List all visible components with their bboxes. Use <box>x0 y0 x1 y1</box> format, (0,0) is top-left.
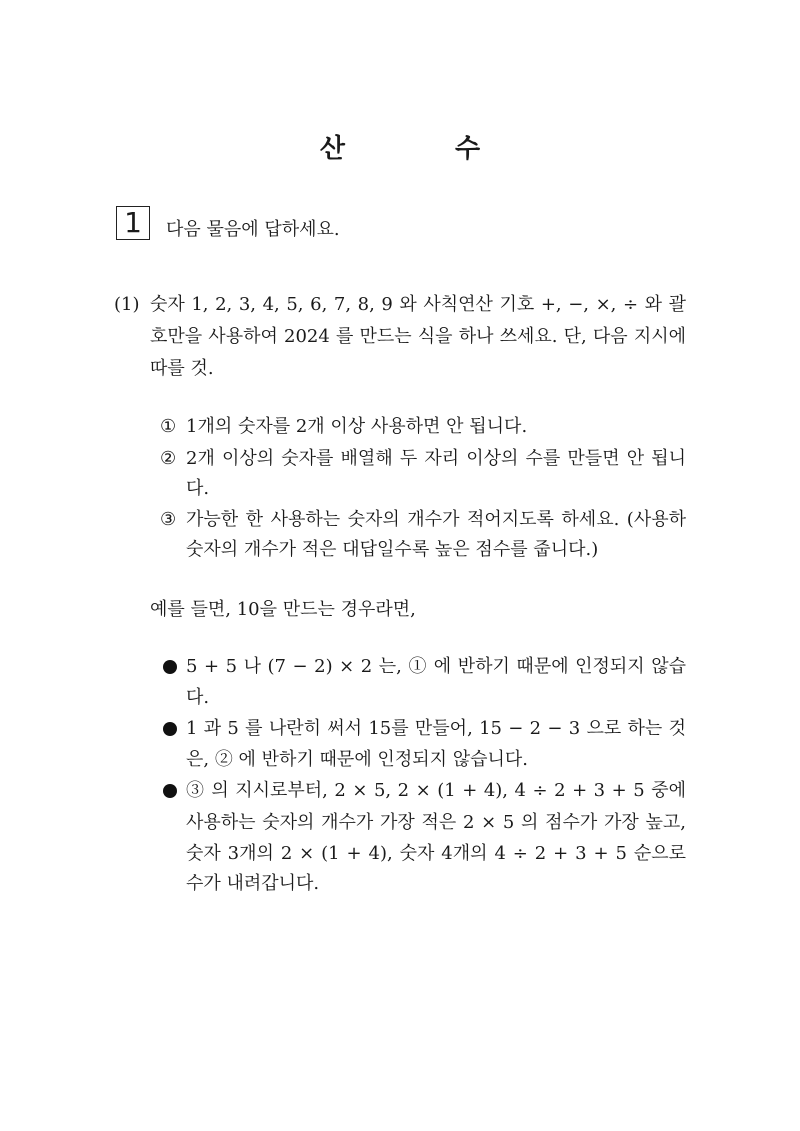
example-text: 사용하는 숫자의 개수가 가장 적은 2 × 5 의 점수가 가장 높고, <box>186 812 686 833</box>
question-label: (1) <box>114 294 140 315</box>
rule-mark: ② <box>160 448 177 469</box>
section-number-box: 1 <box>116 206 150 240</box>
page-title <box>0 128 800 165</box>
rule-mark: ① <box>160 416 177 437</box>
rule-text: 다. <box>186 478 210 499</box>
rule-mark: ③ <box>160 509 177 530</box>
example-text: 수가 내려갑니다. <box>186 873 320 894</box>
bullet-icon <box>163 722 177 736</box>
example-text: 5 + 5 나 (7 − 2) × 2 는, ① 에 반하기 때문에 인정되지 않습 <box>186 656 686 677</box>
rule-text: 숫자의 개수가 적은 대답일수록 높은 점수를 줍니다.) <box>186 539 599 560</box>
title-char: 수 <box>455 134 481 164</box>
example-text: ③ 의 지시로부터, 2 × 5, 2 × (1 + 4), 4 ÷ 2 + 3 + 5 중에 <box>186 780 686 801</box>
bullet-icon <box>163 660 177 674</box>
example-text: 숫자 3개의 2 × (1 + 4), 숫자 4개의 4 ÷ 2 + 3 + 5 순으로 <box>186 843 686 864</box>
rule-text: 2개 이상의 숫자를 배열해 두 자리 이상의 수를 만들면 안 됩니 <box>186 448 686 469</box>
question-line: 따를 것. <box>150 358 214 379</box>
example-text: 은, ② 에 반하기 때문에 인정되지 않습니다. <box>186 749 528 770</box>
question-line: 숫자 1, 2, 3, 4, 5, 6, 7, 8, 9 와 사칙연산 기호 +, −, ×, ÷ 와 괄 <box>150 294 686 315</box>
example-text: 다. <box>186 687 210 708</box>
example-intro: 예를 들면, 10을 만드는 경우라면, <box>150 599 416 620</box>
example-text: 1 과 5 를 나란히 써서 15를 만들어, 15 − 2 − 3 으로 하는 것 <box>186 718 686 739</box>
rule-text: 1개의 숫자를 2개 이상 사용하면 안 됩니다. <box>186 416 528 437</box>
bullet-icon <box>163 784 177 798</box>
title-char: 산 <box>319 134 345 164</box>
rule-text: 가능한 한 사용하는 숫자의 개수가 적어지도록 하세요. (사용하 <box>186 509 686 530</box>
section-instruction: 다음 물음에 답하세요. <box>166 219 340 240</box>
question-line: 호만을 사용하여 2024 를 만드는 식을 하나 쓰세요. 단, 다음 지시에 <box>150 326 686 347</box>
